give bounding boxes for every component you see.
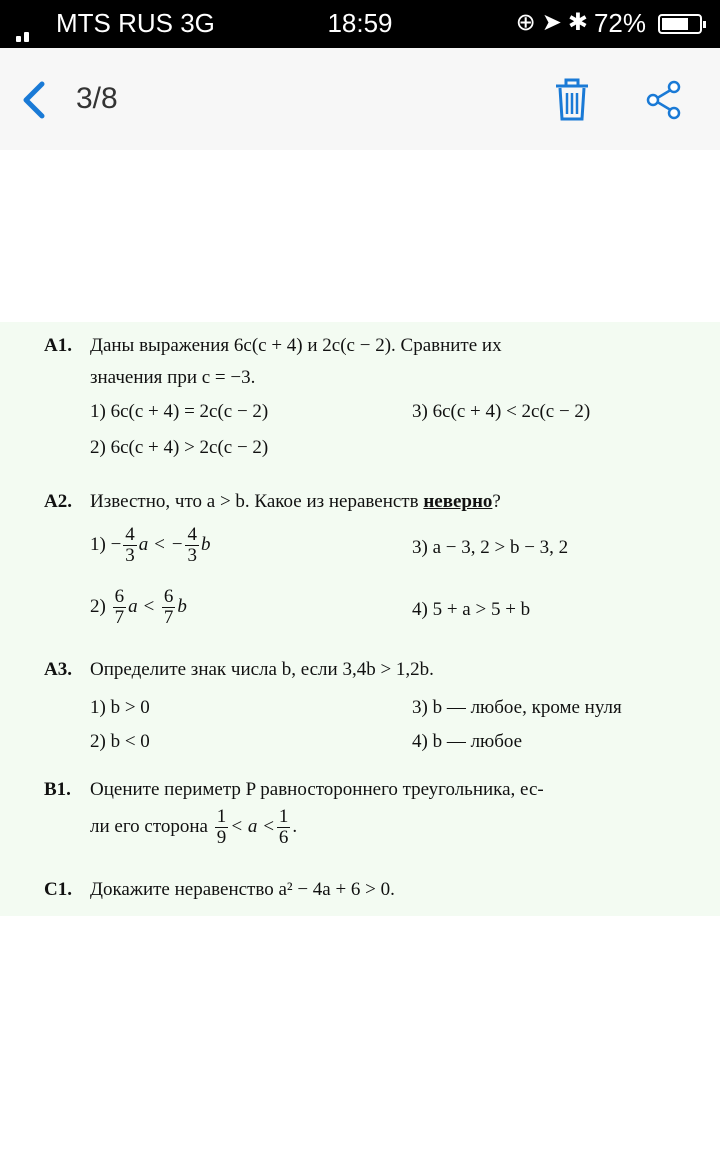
task-a1-text-line1: Даны выражения 6c(c + 4) и 2c(c − 2). Сравните их — [90, 335, 502, 356]
location-icon: ➤ — [541, 9, 568, 36]
back-button[interactable] — [18, 80, 58, 120]
task-label-a3: А3. — [44, 659, 72, 680]
clock: 18:59 — [327, 8, 393, 38]
document-page — [0, 322, 720, 916]
task-label-a1: А1. — [44, 335, 72, 356]
task-a3-option-4: 4) b — любое — [412, 731, 523, 752]
battery-icon — [658, 14, 702, 34]
task-a1-option-3: 3) 6c(c + 4) < 2c(c − 2) — [412, 401, 591, 422]
navigation-bar — [0, 48, 720, 150]
task-label-c1: С1. — [44, 879, 72, 900]
carrier-name: MTS RUS 3G — [56, 8, 215, 38]
task-a2-option-4: 4) 5 + a > 5 + b — [412, 599, 531, 620]
share-icon — [644, 78, 684, 122]
task-b1-text-line2: ли его сторона $\frac{1}{9}$ < a < $\frac{1}{6}$ . — [90, 806, 298, 849]
task-a2-option-1: 1) − $\frac{4}{3}$ a < − $\frac{4}{3}$ b — [90, 524, 211, 567]
task-c1-text: Докажите неравенство a² − 4a + 6 > 0. — [90, 879, 395, 900]
task-a1-option-2: 2) 6c(c + 4) > 2c(c − 2) — [90, 437, 269, 458]
emphasis-word: неверно — [423, 491, 493, 512]
task-label-a2: А2. — [44, 491, 72, 512]
task-a3-option-2: 2) b < 0 — [90, 731, 150, 752]
task-a3-text: Определите знак числа b, если 3,4b > 1,2b. — [90, 659, 434, 680]
rotation-lock-icon: ⊕ — [515, 9, 542, 36]
trash-icon — [552, 78, 592, 122]
task-a2-option-2: 2) $\frac{6}{7}$ a < $\frac{6}{7}$ b — [90, 586, 187, 629]
task-a1-text-line2: значения при c = −3. — [90, 367, 256, 388]
task-b1-text-line1: Оцените периметр P равностороннего треугольника, ес- — [90, 779, 544, 800]
status-icons — [516, 8, 594, 37]
status-bar — [0, 0, 720, 48]
bluetooth-icon: ✱ — [567, 9, 594, 36]
battery-percent: 72% — [593, 8, 646, 38]
task-a3-option-1: 1) b > 0 — [90, 697, 150, 718]
page-indicator: 3/8 — [76, 82, 118, 115]
task-a2-text: Известно, что a > b. Какое из неравенств неверно? — [90, 491, 501, 512]
delete-button[interactable] — [552, 78, 592, 122]
chevron-left-icon — [18, 80, 58, 120]
task-a3-option-3: 3) b — любое, кроме нуля — [412, 697, 622, 718]
task-a2-option-3: 3) a − 3, 2 > b − 3, 2 — [412, 537, 569, 558]
task-label-b1: В1. — [44, 779, 71, 800]
share-button[interactable] — [644, 78, 684, 122]
task-a1-option-1: 1) 6c(c + 4) = 2c(c − 2) — [90, 401, 269, 422]
